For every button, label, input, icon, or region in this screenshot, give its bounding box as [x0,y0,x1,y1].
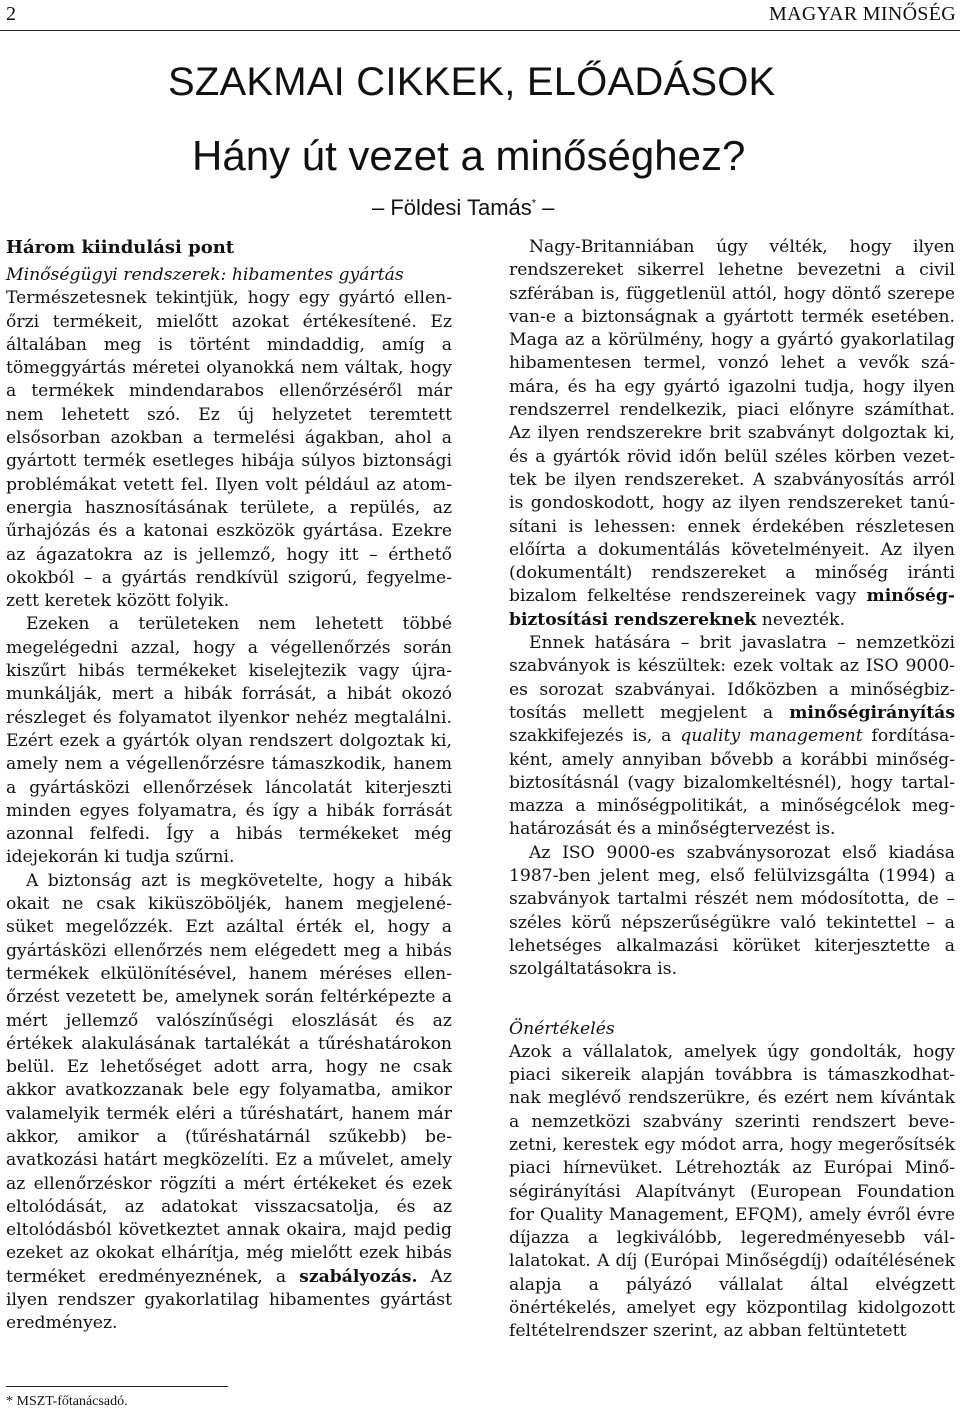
paragraph: Ezeken a területeken nem lehetett többé megelégedni azzal, hogy a végellenőrzés során kiszűrt hibás termékeket kiselejtezik vagy újramunkálják, mert a hibák forrását, a hibát okozó részleget és folyamatot ilyenkor nehéz megtalálni. Ezért ezek a gyártók olyan rendszert dolgoztak ki, amely nem a végellenőrzésre támaszkodik, hanem a gyártásközi ellenőrzések láncolatát kiterjeszti minden egyes folyamatra, és így a hibák forrását azonnal felfedi. Így a hibás termékeket még idejekorán ki tudja szűrni. [6,614,452,868]
bold-term: szabályozás. [299,1266,418,1287]
paragraph-text: A biztonság azt is megkövetelte, hogy a hibák okait ne csak kiküszöböljék, hanem megjelenésüket megelőzzék. Ezt azáltal érték el, hogy a gyártásközi ellenőrzés nem elégedett meg a hibás termékek elkülönítésével, hanem méréses ellenőrzést vezetett be, amelynek során feltérképezte a mért jellemző valószínűségi eloszlását és az értékek alakulásának tartalékát a tűréshatárokon belül. Ez lehetőséget adott arra, hogy ne csak akkor avatkozzanak bele egy folyamatba, amikor valamelyik termék eléri a tűréshatárt, hanem már akkor, amikor a (tűréshatárnál szűkebb) beavatkozási határt megközelíti. Ez a művelet, amely az ellenőrzéskor rögzíti a mért értékeket és ezek eltolódását, az adatokat visszacsatolja, és az eltolódásból következtet annak okaira, majd pedig ezeket az okokat elhárítja, még mielőtt ezek hibás terméket eredményeznének, a [6,870,452,1287]
italic-term: quality management [680,726,863,747]
bold-term: minőségbiztosítási rendszereknek [509,586,955,630]
left-column [6,236,452,1336]
paragraph: Az ISO 9000-es szabványsorozat első kiadása 1987-ben jelent meg, első felülvizsgálta (1994) a szabványok tartalmi részét nem módosította, de – széles körű népszerűségükre való tekintettel – a lehetséges alkalmazási körüket kiterjesztette a szolgáltatásokra is. [509,842,955,980]
subsection-heading [509,1018,955,1041]
footnote-divider [6,1386,228,1387]
paragraph-text: szakkifejezés is, a [509,726,681,747]
spacer [509,982,955,1018]
paragraph [509,632,955,842]
byline-dash: – [536,195,555,220]
paragraph [509,236,955,632]
article-title: Hány út vezet a minőséghez? [192,132,746,179]
section-heading: Három kiindulási pont [6,237,235,258]
page-number: 2 [6,3,16,25]
paragraph [6,870,452,1336]
footnote-marker: * [531,197,537,210]
paragraph: Természetesnek tekintjük, hogy egy gyártó ellenőrzi termékeit, mielőtt azokat értékesítené. Ez általában meg is történt mindaddig, amíg a tömeggyártás méretei olyanokká nem váltak, hogy a termékek mindendarabos ellenőrzéséről már nem lehetett szó. Ez új helyzetet teremtett elsősorban azokban a termelési ágakban, ahol a gyártott termék esetleges hibája súlyos biztonsági problémákat vetett fel. Ilyen volt például az atomenergia hasznosításának területe, a repülés, az űrhajózás és a katonai eszközök gyártása. Ezekre az ágazatokra az is jellemző, hogy itt – érthető okokból – a gyártás rendkívül szigorú, fegyelmezett keretek között folyik. [6,288,452,612]
paragraph-text: Az ilyen rendszer gyakorlatilag hibamentes gyártást eredményez. [6,1266,452,1334]
footnote: * MSZT-főtanácsadó. [6,1394,128,1409]
subsection-heading-text: Minőségügyi rendszerek: hibamentes gyártás [6,265,404,285]
subsection-heading [6,264,452,287]
running-header [0,0,960,31]
right-column [509,236,955,1344]
journal-name: MAGYAR MINŐSÉG [769,3,956,25]
paragraph: Azok a vállalatok, amelyek úgy gondolták, hogy piaci sikereik alapján továbbra is támaszkodhatnak meglévő rendszerükre, és ezért nem kívántak a nemzetközi szabvány szerinti rendszert bevezetni, kerestek egy módot arra, hogy megerősítsék piaci hírnevüket. Létrehozták az Európai Minőségirányítási Alapítványt (European Foundation for Quality Management, EFQM), amely évről évre díjazza a legkiválóbb, legeredményesebb vállalatokat. A díj (Európai Minőségdíj) odaítélésének alapja a pályázó vállalat által elvégzett önértékelés, amelyet egy központilag kidolgozott feltételrendszer szerint, az abban feltüntetett [509,1041,955,1342]
byline [372,195,672,221]
subsection-heading-text: Önértékelés [509,1018,615,1039]
author-name: – Földesi Tamás [372,195,532,220]
section-title: SZAKMAI CIKKEK, ELŐADÁSOK [168,60,776,104]
paragraph-text: Nagy-Britanniában úgy vélték, hogy ilyen rendszereket sikerrel lehetne bevezetni a civil szférában is, függetlenül attól, hogy döntő szerepe van-e a biztonságnak a gyártott termék esetében. Maga az a körülmény, hogy a gyártó gyakorlatilag hibamentesen termel, vonzó lehet a vevők számára, és ha egy gyártó igazolni tudja, hogy ilyen rendszerrel rendelkezik, piaci előnyre számíthat. Az ilyen rendszerekre brit szabványt dolgoztak ki, és a gyártók rövid időn belül széles körben vezettek be ilyen rendszereket. A szabványosítás arról is gondoskodott, hogy az ilyen rendszereket tanúsítani is lehessen: ennek érdekében részletesen előírta a dokumentálás követelményeit. Az ilyen (dokumentált) rendszereket a minőség iránti bizalom felkeltése rendszereinek vagy [509,237,955,607]
paragraph-text: fordításaként, amely annyiban bővebb a korábbi minőségbiztosításnál (vagy bizalomkeltésnél), hogy tartalmazza a minőségpolitikát, a minőségcélok meghatározását és a minőségtervezést is. [509,726,956,840]
paragraph-text: Ennek hatására – brit javaslatra – nemzetközi szabványok is készültek: ezek voltak az ISO 9000-es sorozat szabványai. Időközben a minőségbiztosítás mellett megjelent a [509,633,955,723]
paragraph-text: nevezték. [756,609,845,630]
bold-term: minőségirányítás [789,702,955,723]
